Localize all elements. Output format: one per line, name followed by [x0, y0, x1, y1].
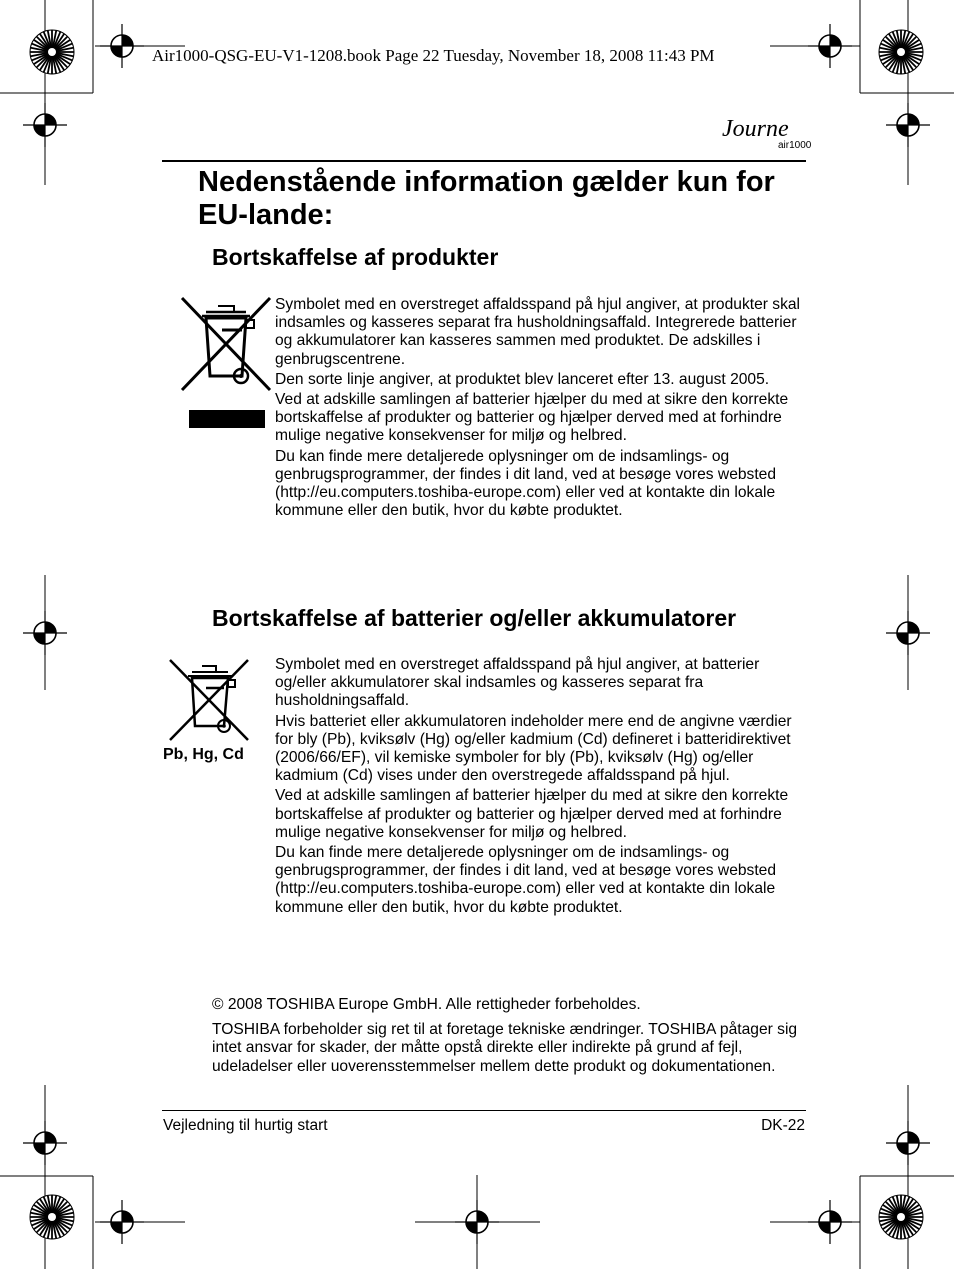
copyright: © 2008 TOSHIBA Europe GmbH. Alle rettigheder forbeholdes. — [212, 996, 641, 1013]
chemical-symbols-label: Pb, Hg, Cd — [163, 746, 244, 763]
top-rule — [162, 160, 806, 162]
section2-paragraph: Hvis batteriet eller akkumulatoren indeholder mere end de angivne værdier for bly (Pb), kviksølv (Hg) og/eller kadmium (Cd) defineret i batteridirektivet (2006/66/EF), vil kemiske symboler for bly (Pb), kviksølv (Hg) og/eller kadmium (Cd) vises under den overstregede affaldsspand på hjul. — [275, 712, 792, 785]
page-number: DK-22 — [761, 1117, 805, 1134]
print-header: Air1000-QSG-EU-V1-1208.book Page 22 Tuesday, November 18, 2008 11:43 PM — [152, 46, 715, 65]
journe-logo — [722, 116, 812, 160]
legal-block — [212, 996, 812, 1080]
section1-paragraph: Den sorte linje angiver, at produktet blev lanceret efter 13. august 2005. — [275, 370, 770, 388]
section2-paragraph: Ved at adskille samlingen af batterier hjælper du med at sikre den korrekte bortskaffelse af produkter og batterier og hjælper derved med at forhindre mulige negative konsekvenser for miljø og helbred. — [275, 787, 789, 841]
disclaimer: TOSHIBA forbeholder sig ret til at foretage tekniske ændringer. TOSHIBA påtager sig intet ansvar for skader, der måtte opstå direkte eller indirekte på grund af fejl, udeladelser eller uoverensstemmelser mellem dette produkt og dokumentationen. — [212, 1020, 798, 1075]
section2-paragraph: Du kan finde mere detaljerede oplysninger om de indsamlings- og genbrugsprogrammer, der findes i dit land, ved at besøge vores websted (http://eu.computers.toshiba-europe.com) eller ved at kontakte din lokale kommune eller den butik, hvor du købte produktet. — [275, 844, 777, 916]
section2-heading: Bortskaffelse af batterier og/eller akkumulatorer — [212, 605, 737, 631]
section1-paragraph: Ved at adskille samlingen af batterier hjælper du med at sikre den korrekte bortskaffelse af produkter og batterier og hjælper derved med at forhindre mulige negative konsekvenser for miljø og helbred. — [275, 391, 789, 445]
crossed-out-wheelie-bin-icon — [168, 658, 252, 744]
logo-small: air1000 — [778, 140, 812, 151]
logo-script: Journe — [722, 116, 789, 142]
footer-rule — [162, 1110, 806, 1111]
section2-paragraph: Symbolet med en overstreget affaldsspand på hjul angiver, at batterier og/eller akkumulatorer skal indsamles og kasseres separat fra husholdningsaffald. — [275, 656, 760, 710]
section2-body — [275, 656, 810, 919]
section1-paragraph: Du kan finde mere detaljerede oplysninger om de indsamlings- og genbrugsprogrammer, der findes i dit land, ved at besøge vores websted (http://eu.computers.toshiba-europe.com) eller ved at kontakte din lokale kommune eller den butik, hvor du købte produktet. — [275, 447, 777, 520]
crossed-out-wheelie-bin-icon — [180, 296, 272, 432]
section1-paragraph: Symbolet med en overstreget affaldsspand på hjul angiver, at produkter skal indsamles og kasseres separat fra husholdningsaffald. Integrerede batterier og akkumulatorer kan kasseres sammen med produktet. De adskilles i genbrugscentrene. — [275, 296, 801, 368]
footer-left: Vejledning til hurtig start — [163, 1117, 328, 1134]
section1-heading: Bortskaffelse af produkter — [212, 244, 499, 270]
section1-body — [275, 296, 810, 522]
page-title: Nedenstående information gælder kun for EU-lande: — [198, 166, 775, 231]
